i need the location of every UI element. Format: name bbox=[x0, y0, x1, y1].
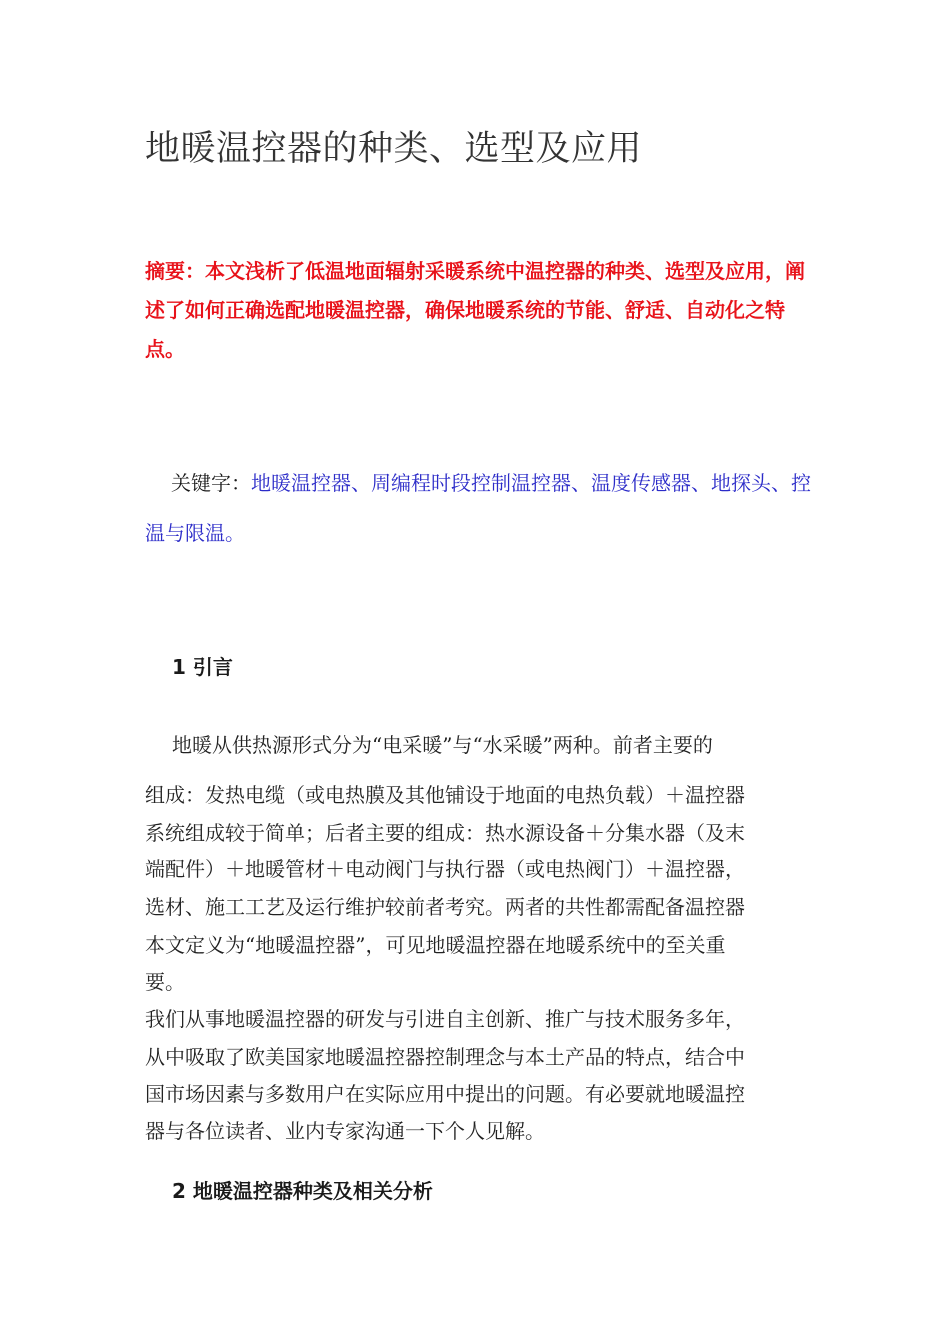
section-1-line: 组成：发热电缆（或电热膜及其他铺设于地面的电热负载）＋温控器 bbox=[145, 783, 745, 807]
keywords bbox=[145, 458, 815, 558]
section-1-line: 系统组成较于简单；后者主要的组成：热水源设备＋分集水器（及末 bbox=[145, 821, 745, 845]
keywords-label: 关键字： bbox=[171, 471, 251, 495]
abstract: 摘要：本文浅析了低温地面辐射采暖系统中温控器的种类、选型及应用，阐述了如何正确选配地暖温控器，确保地暖系统的节能、舒适、自动化之特点。 bbox=[145, 259, 805, 361]
document-title: 地暖温控器的种类、选型及应用 bbox=[145, 129, 643, 169]
section-1-line: 从中吸取了欧美国家地暖温控器控制理念与本土产品的特点，结合中 bbox=[145, 1045, 745, 1069]
section-1-line: 端配件）＋地暖管材＋电动阀门与执行器（或电热阀门）＋温控器， bbox=[145, 857, 745, 881]
section-1-line: 我们从事地暖温控器的研发与引进自主创新、推广与技术服务多年， bbox=[145, 1007, 745, 1031]
section-1-heading: 1 引言 bbox=[172, 655, 233, 679]
section-1-line: 器与各位读者、业内专家沟通一下个人见解。 bbox=[145, 1119, 545, 1143]
section-2-heading: 2 地暖温控器种类及相关分析 bbox=[172, 1179, 433, 1203]
keywords-text: 地暖温控器、周编程时段控制温控器、温度传感器、地探头、控温与限温。 bbox=[145, 471, 811, 545]
section-1-line: 要。 bbox=[145, 970, 185, 994]
section-1-line: 国市场因素与多数用户在实际应用中提出的问题。有必要就地暖温控 bbox=[145, 1082, 745, 1106]
section-1-line: 地暖从供热源形式分为“电采暖”与“水采暖”两种。前者主要的 bbox=[172, 733, 713, 757]
section-1-line: 本文定义为“地暖温控器”，可见地暖温控器在地暖系统中的至关重 bbox=[145, 933, 726, 957]
section-1-line: 选材、施工工艺及运行维护较前者考究。两者的共性都需配备温控器 bbox=[145, 895, 745, 919]
